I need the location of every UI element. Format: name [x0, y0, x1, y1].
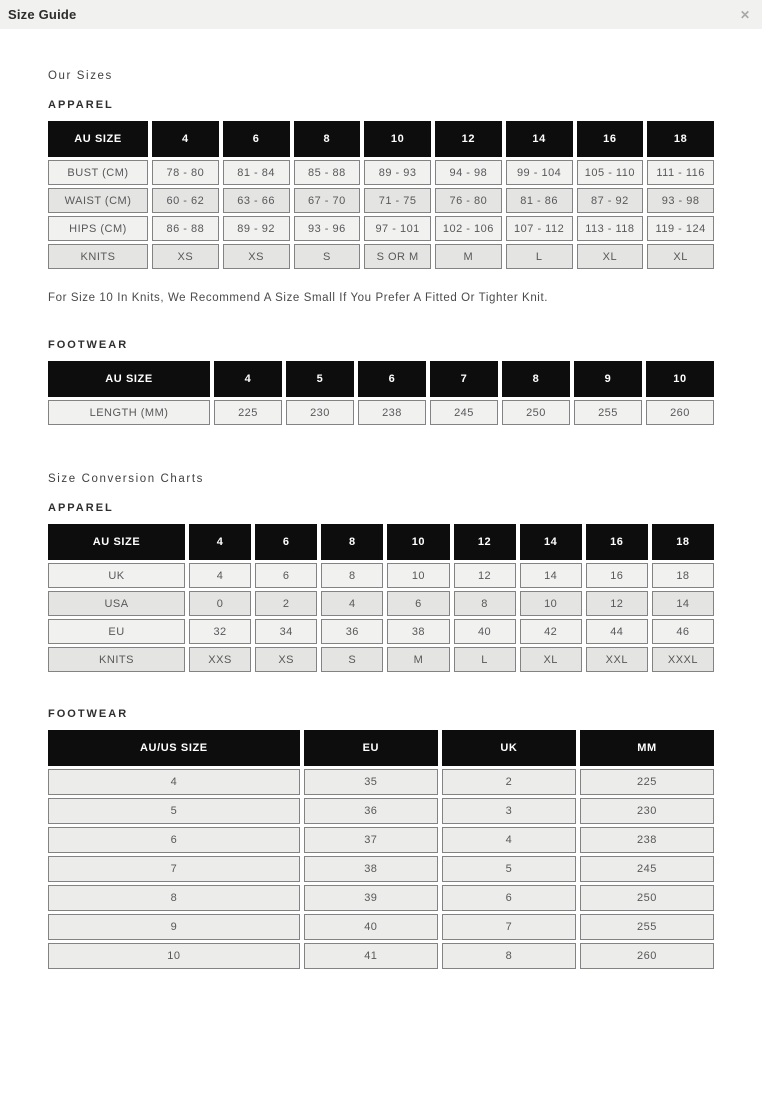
table-cell: EU: [48, 619, 185, 644]
table-cell: 99 - 104: [506, 160, 573, 185]
table-header-cell: 7: [430, 361, 498, 397]
table-cell: 111 - 116: [647, 160, 714, 185]
table-header-row: [48, 524, 714, 560]
table-cell: S: [294, 244, 361, 269]
table-cell: LENGTH (MM): [48, 400, 210, 425]
table-cell: USA: [48, 591, 185, 616]
table-cell: 93 - 96: [294, 216, 361, 241]
table-cell: HIPS (CM): [48, 216, 148, 241]
table-header-cell: EU: [304, 730, 438, 766]
table-cell: 36: [304, 798, 438, 824]
table-cell: 260: [580, 943, 714, 969]
table-cell: 41: [304, 943, 438, 969]
table-cell: L: [454, 647, 516, 672]
table-cell: 10: [520, 591, 582, 616]
table-cell: 2: [442, 769, 576, 795]
table-row: [48, 188, 714, 213]
table-row: [48, 563, 714, 588]
table-cell: 42: [520, 619, 582, 644]
table-cell: 18: [652, 563, 714, 588]
table-cell: 255: [574, 400, 642, 425]
table-header-row: [48, 730, 714, 766]
table-cell: 245: [580, 856, 714, 882]
table-cell: 8: [442, 943, 576, 969]
table-cell: 14: [652, 591, 714, 616]
table-cell: 86 - 88: [152, 216, 219, 241]
table-cell: 6: [387, 591, 449, 616]
table-cell: 35: [304, 769, 438, 795]
table-cell: 81 - 84: [223, 160, 290, 185]
table-cell: 255: [580, 914, 714, 940]
table-header-cell: 6: [255, 524, 317, 560]
table-cell: XS: [223, 244, 290, 269]
table-row: [48, 798, 714, 824]
table-cell: KNITS: [48, 244, 148, 269]
table-header-cell: AU SIZE: [48, 121, 148, 157]
table-cell: XXXL: [652, 647, 714, 672]
table-cell: 12: [586, 591, 648, 616]
table-cell: M: [387, 647, 449, 672]
table-header-cell: 16: [577, 121, 644, 157]
table-cell: 5: [48, 798, 300, 824]
table-cell: BUST (CM): [48, 160, 148, 185]
table-cell: XL: [647, 244, 714, 269]
table-cell: 105 - 110: [577, 160, 644, 185]
conversion-footwear-table: [44, 727, 718, 972]
table-cell: 8: [48, 885, 300, 911]
table-header-cell: 14: [506, 121, 573, 157]
table-header-cell: 9: [574, 361, 642, 397]
table-header-row: [48, 361, 714, 397]
table-cell: UK: [48, 563, 185, 588]
dialog-titlebar: [0, 0, 762, 29]
table-cell: 4: [321, 591, 383, 616]
table-header-cell: 10: [387, 524, 449, 560]
table-header-cell: 14: [520, 524, 582, 560]
table-cell: 0: [189, 591, 251, 616]
table-cell: 7: [442, 914, 576, 940]
table-cell: 4: [442, 827, 576, 853]
table-cell: 250: [580, 885, 714, 911]
table-cell: XXS: [189, 647, 251, 672]
table-cell: 63 - 66: [223, 188, 290, 213]
knits-size-note: For Size 10 In Knits, We Recommend A Size Small If You Prefer A Fitted Or Tighter Knit.: [48, 292, 549, 304]
table-cell: 6: [442, 885, 576, 911]
table-cell: 32: [189, 619, 251, 644]
size-guide-content: [0, 29, 762, 1042]
table-cell: 34: [255, 619, 317, 644]
table-cell: XXL: [586, 647, 648, 672]
table-header-row: [48, 121, 714, 157]
table-cell: 230: [580, 798, 714, 824]
table-cell: XS: [255, 647, 317, 672]
table-cell: 93 - 98: [647, 188, 714, 213]
heading-our-sizes-apparel: APPAREL: [48, 99, 114, 111]
table-cell: 7: [48, 856, 300, 882]
table-cell: 14: [520, 563, 582, 588]
table-cell: 113 - 118: [577, 216, 644, 241]
table-header-cell: 10: [364, 121, 431, 157]
table-cell: 8: [454, 591, 516, 616]
table-cell: 89 - 92: [223, 216, 290, 241]
table-header-cell: 8: [294, 121, 361, 157]
table-header-cell: AU/US SIZE: [48, 730, 300, 766]
table-cell: 40: [454, 619, 516, 644]
table-cell: 44: [586, 619, 648, 644]
close-icon[interactable]: ✕: [739, 7, 750, 22]
table-header-cell: 16: [586, 524, 648, 560]
table-cell: 16: [586, 563, 648, 588]
our-sizes-footwear-table: [44, 358, 718, 428]
table-cell: 94 - 98: [435, 160, 502, 185]
table-row: [48, 160, 714, 185]
table-cell: 4: [48, 769, 300, 795]
table-row: [48, 885, 714, 911]
conversion-apparel-table: [44, 521, 718, 675]
table-header-cell: 8: [321, 524, 383, 560]
table-cell: 250: [502, 400, 570, 425]
table-cell: 238: [580, 827, 714, 853]
table-cell: 119 - 124: [647, 216, 714, 241]
table-header-cell: AU SIZE: [48, 361, 210, 397]
heading-conversion-footwear: FOOTWEAR: [48, 708, 129, 720]
table-row: [48, 769, 714, 795]
table-cell: 67 - 70: [294, 188, 361, 213]
table-cell: 46: [652, 619, 714, 644]
table-cell: 78 - 80: [152, 160, 219, 185]
table-cell: WAIST (CM): [48, 188, 148, 213]
table-cell: 10: [387, 563, 449, 588]
table-row: [48, 827, 714, 853]
table-cell: 36: [321, 619, 383, 644]
table-cell: 8: [321, 563, 383, 588]
table-cell: 3: [442, 798, 576, 824]
table-cell: 87 - 92: [577, 188, 644, 213]
section-title-conversion: Size Conversion Charts: [48, 473, 205, 485]
table-row: [48, 216, 714, 241]
section-title-our-sizes: Our Sizes: [48, 70, 113, 82]
table-row: [48, 943, 714, 969]
table-cell: 4: [189, 563, 251, 588]
dialog-title: Size Guide: [8, 7, 77, 22]
table-row: [48, 591, 714, 616]
our-sizes-apparel-table: [44, 118, 718, 272]
table-header-cell: 4: [152, 121, 219, 157]
table-row: [48, 647, 714, 672]
table-header-cell: UK: [442, 730, 576, 766]
heading-our-sizes-footwear: FOOTWEAR: [48, 339, 129, 351]
table-cell: XS: [152, 244, 219, 269]
table-cell: 38: [304, 856, 438, 882]
table-cell: 40: [304, 914, 438, 940]
table-cell: 60 - 62: [152, 188, 219, 213]
table-cell: 107 - 112: [506, 216, 573, 241]
table-header-cell: 4: [189, 524, 251, 560]
table-cell: 230: [286, 400, 354, 425]
table-cell: XL: [577, 244, 644, 269]
table-cell: 10: [48, 943, 300, 969]
table-cell: M: [435, 244, 502, 269]
table-header-cell: 18: [647, 121, 714, 157]
table-header-cell: 8: [502, 361, 570, 397]
table-cell: XL: [520, 647, 582, 672]
table-cell: L: [506, 244, 573, 269]
table-cell: KNITS: [48, 647, 185, 672]
table-cell: 89 - 93: [364, 160, 431, 185]
table-row: [48, 856, 714, 882]
table-cell: 85 - 88: [294, 160, 361, 185]
table-header-cell: AU SIZE: [48, 524, 185, 560]
table-row: [48, 619, 714, 644]
table-row: [48, 914, 714, 940]
table-cell: 245: [430, 400, 498, 425]
table-header-cell: 18: [652, 524, 714, 560]
table-cell: 76 - 80: [435, 188, 502, 213]
table-header-cell: 10: [646, 361, 714, 397]
heading-conversion-apparel: APPAREL: [48, 502, 114, 514]
table-cell: 225: [214, 400, 282, 425]
table-row: [48, 400, 714, 425]
table-cell: 39: [304, 885, 438, 911]
table-cell: 238: [358, 400, 426, 425]
table-cell: 12: [454, 563, 516, 588]
table-header-cell: 12: [435, 121, 502, 157]
table-cell: 37: [304, 827, 438, 853]
table-cell: 6: [48, 827, 300, 853]
table-header-cell: 6: [223, 121, 290, 157]
table-cell: 2: [255, 591, 317, 616]
table-cell: S: [321, 647, 383, 672]
table-header-cell: 12: [454, 524, 516, 560]
table-cell: 81 - 86: [506, 188, 573, 213]
table-header-cell: MM: [580, 730, 714, 766]
table-cell: 71 - 75: [364, 188, 431, 213]
table-cell: 38: [387, 619, 449, 644]
table-cell: 5: [442, 856, 576, 882]
table-cell: 9: [48, 914, 300, 940]
table-header-cell: 6: [358, 361, 426, 397]
table-header-cell: 4: [214, 361, 282, 397]
table-cell: 102 - 106: [435, 216, 502, 241]
table-cell: 225: [580, 769, 714, 795]
table-row: [48, 244, 714, 269]
table-cell: 260: [646, 400, 714, 425]
table-cell: 6: [255, 563, 317, 588]
table-cell: S OR M: [364, 244, 431, 269]
table-cell: 97 - 101: [364, 216, 431, 241]
table-header-cell: 5: [286, 361, 354, 397]
